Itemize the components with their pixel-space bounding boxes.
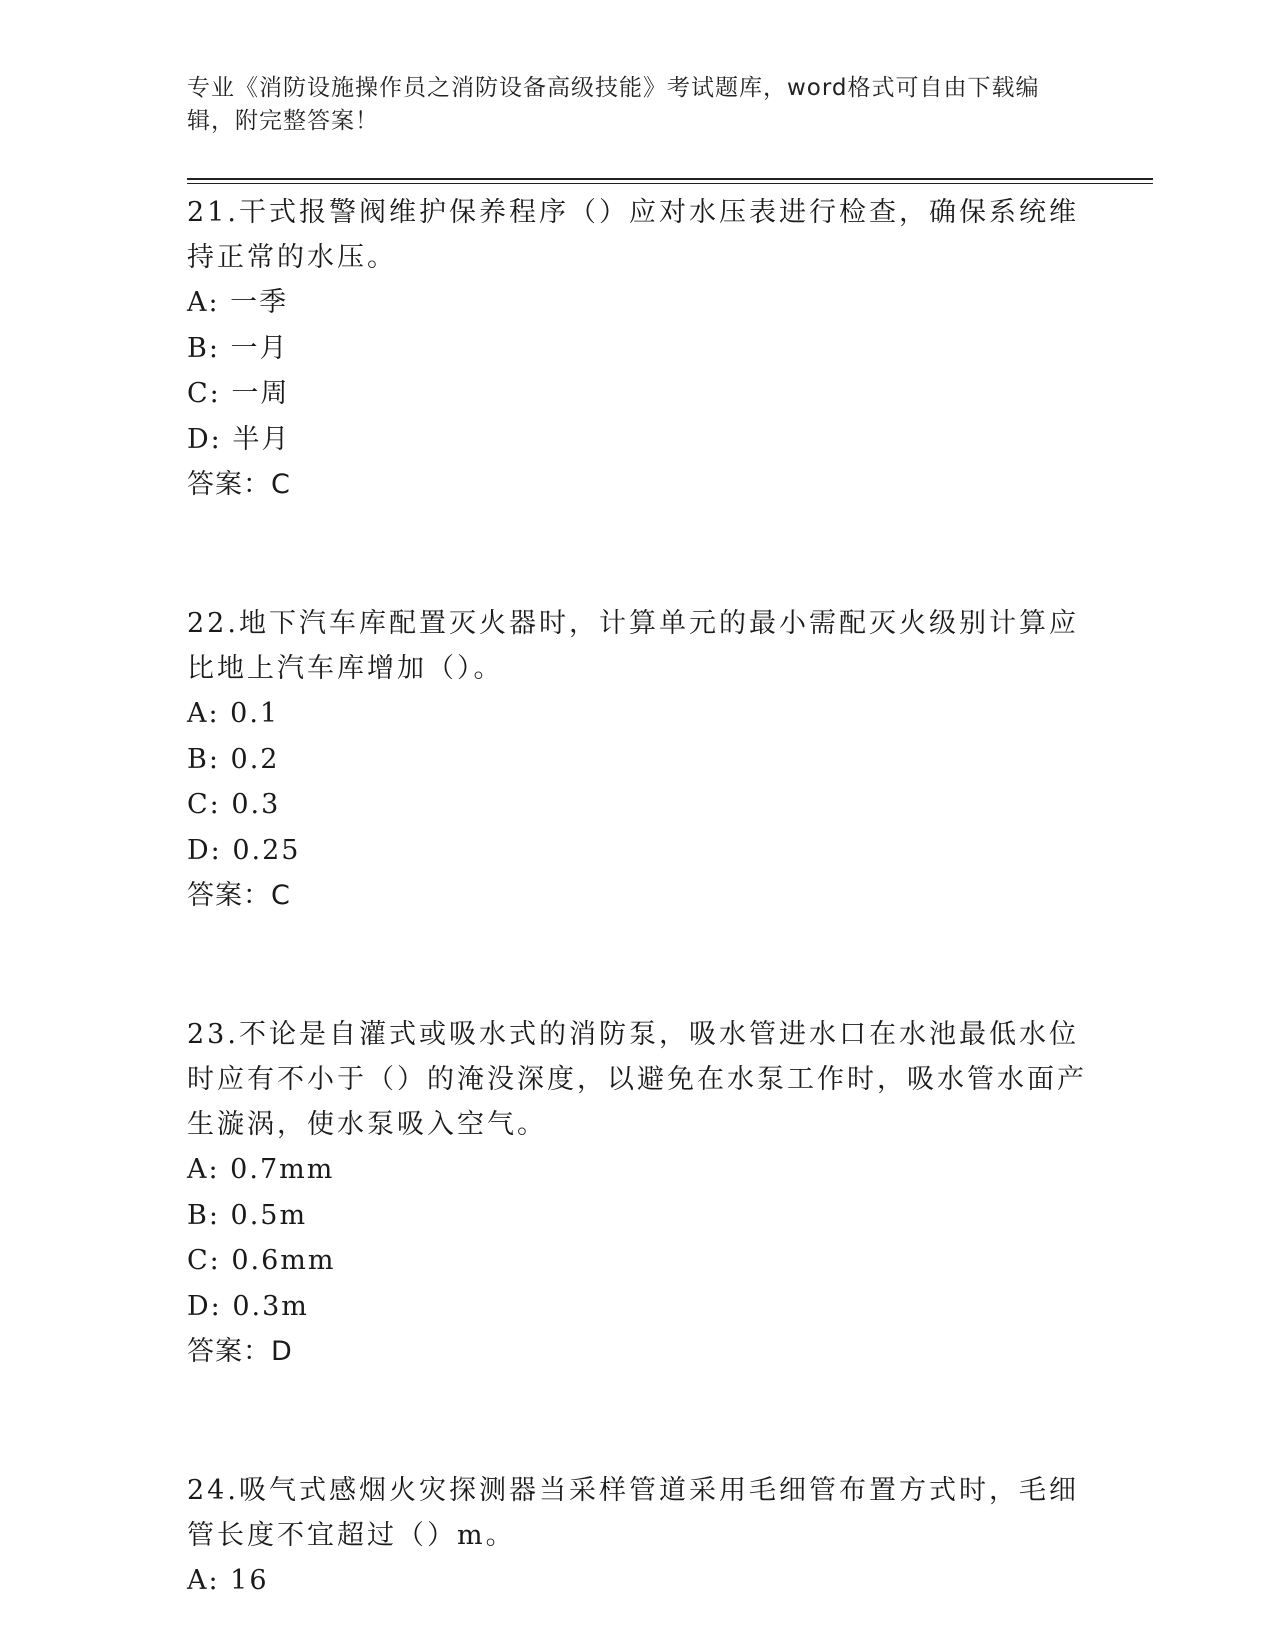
option-c: C: 0.3 [187,789,281,820]
option-a: A: 0.7mm [187,1154,335,1185]
option-a: A: 一季 [187,287,289,318]
option-c: C: 0.6mm [187,1245,336,1276]
option-d: D: 半月 [187,423,291,455]
answer-line: 答案：C [187,880,291,911]
option-a: A: 16 [187,1565,269,1596]
question-spacer [187,507,1087,599]
header-divider-thick [187,178,1153,180]
answer-line: 答案：D [187,1336,293,1367]
header-divider-thin [187,183,1153,184]
question-24 [187,1466,1087,1604]
question-stem: 23.不论是自灌式或吸水式的消防泵，吸水管进水口在水池最低水位时应有不小于（）的淹没深度，以避免在水泵工作时，吸水管水面产生漩涡，使水泵吸入空气。 [187,1019,1087,1140]
option-c: C: 一周 [187,378,290,409]
question-23 [187,1010,1087,1374]
question-21 [187,188,1087,507]
document-header: 专业《消防设施操作员之消防设备高级技能》考试题库，word格式可自由下载编辑，附完整答案！ [187,75,1040,134]
question-stem: 22.地下汽车库配置灭火器时，计算单元的最小需配灭火级别计算应比地上汽车库增加（）。 [187,608,1079,684]
option-a: A: 0.1 [187,698,280,729]
question-list [187,188,1087,1604]
question-22 [187,599,1087,918]
option-d: D: 0.25 [187,834,301,866]
option-b: B: 一月 [187,332,289,364]
option-d: D: 0.3m [187,1290,309,1322]
option-b: B: 0.2 [187,743,280,775]
question-stem: 24.吸气式感烟火灾探测器当采样管道采用毛细管布置方式时，毛细管长度不宜超过（）m。 [187,1475,1079,1551]
question-spacer [187,918,1087,1010]
question-spacer [187,1374,1087,1466]
question-stem: 21.干式报警阀维护保养程序（）应对水压表进行检查，确保系统维持正常的水压。 [187,197,1079,273]
option-b: B: 0.5m [187,1199,308,1231]
answer-line: 答案：C [187,469,291,500]
